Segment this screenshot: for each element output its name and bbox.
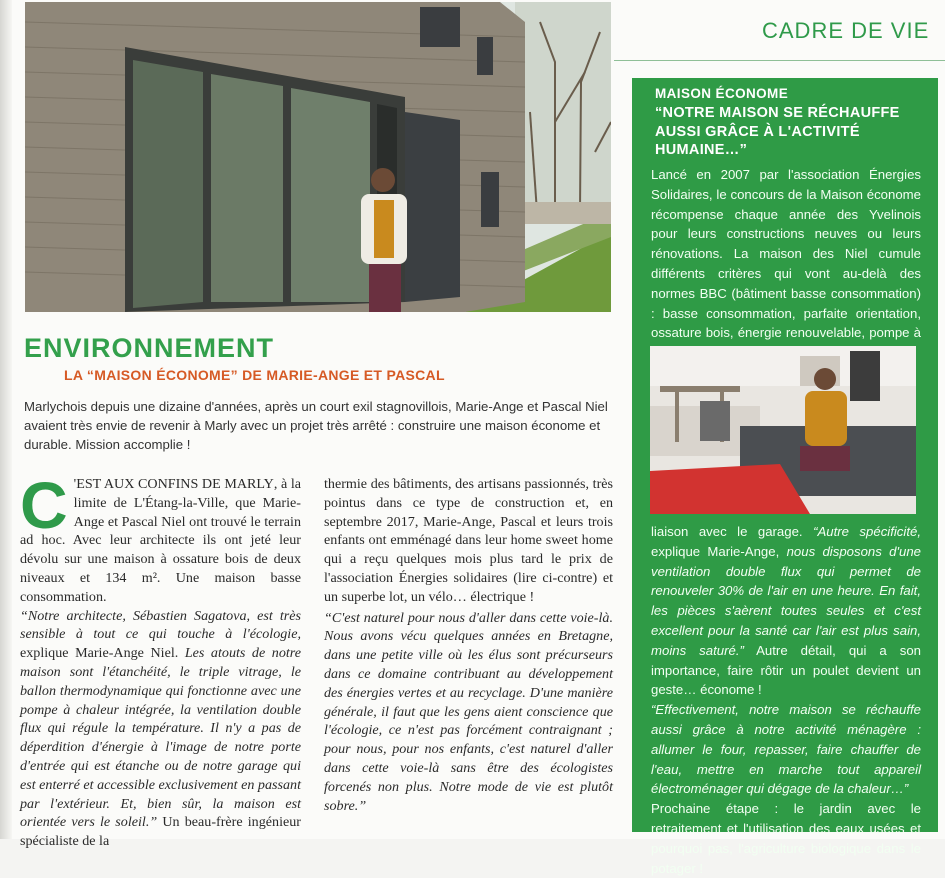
page-binding-shadow: [0, 0, 12, 839]
article-subtitle: LA “MAISON ÉCONOME” DE MARIE-ANGE ET PASCAL: [64, 367, 445, 383]
house-photo: [25, 2, 611, 312]
sidebar-text-2: [651, 522, 921, 878]
sidebar-text-2c: Autre détail, qui a son importance, faire rôtir un poulet devient un geste… économe !: [651, 642, 921, 698]
interior-photo: [650, 346, 916, 514]
section-tag: CADRE DE VIE: [762, 18, 930, 43]
sidebar-text-2a: liaison avec le garage.: [651, 524, 814, 539]
column1-paragraph: , à la limite de L'Étang-la-Ville, que Marie-Ange et Pascal Niel ont trouvé le terrain ad hoc. Avec leur architecte ils ont jeté leur dévolu sur une maison à ossature bois de deux niveaux et 134 m². Une maison basse consommation.: [20, 476, 301, 605]
sidebar-kicker: MAISON ÉCONOME: [655, 86, 789, 101]
column1-quote-2: Les atouts de notre maison sont l'étanchéité, le triple vitrage, le ballon thermodynamique qui fonctionne avec une pompe à chaleur intégrée, la ventilation double flux qui régule la température. Il n'y a pas de déperdition d'énergie à l'image de notre porte d'entrée qui est étanche ou de notre garage qui est enterré et accessible exclusivement en passant par l'extérieur. Et, bien sûr, la maison est orientée vers le soleil.”: [20, 645, 301, 831]
column2-quote: “C'est naturel pour nous d'aller dans cette voie-là. Nous avons vécu quelques années en Bretagne, dans une petite ville où les élus sont précurseurs dans ce domaine contribuant au développement des énergies vertes et au recyclage. D'une manière générale, il faut que les gens aient conscience que l'écologie, ce n'est pas forcément contraignant ; pour nous, pour nos enfants, c'est naturel d'aller dans cette voie-là sans être des écologistes forcenés non plus. Notre mode de vie est plutôt sobre.”: [324, 609, 613, 814]
article-title: ENVIRONNEMENT: [24, 333, 275, 363]
sidebar-quote-1: “Autre spécificité,: [813, 524, 921, 539]
sidebar-quote-2: nous disposons d'une ventilation double flux qui permet de renouveler 30% de l'air en une heure. En fait, les pièces s'aèrent toutes seules et c'est excellent pour la santé car l'air est plus sain, moins saturé.”: [651, 543, 921, 658]
sidebar-text-2b: explique Marie-Ange,: [651, 543, 787, 559]
section-divider: [614, 60, 945, 61]
article-column-2: [324, 475, 613, 815]
sidebar-text-1: Lancé en 2007 par l'association Énergies Solidaires, le concours de la Maison économe récompense chaque année des Yvelinois pour leurs constructions neuves ou leurs rénovations. La maison des Niel cumule différents critères qui vont au-delà des normes BBC (bâtiment basse consommation) : basse consommation, parfaite orientation, ossature bois, énergie renouvelable, pompe à: [651, 167, 921, 341]
article-lead: Marlychois depuis une dizaine d'années, après un court exil stagnovillois, Marie-Ange et Pascal Niel avaient très envie de revenir à Marly avec un projet très arrêté : construire une maison économe et durable. Mission accomplie !: [24, 399, 608, 452]
column1-attribution: explique Marie-Ange Niel.: [20, 645, 185, 662]
column1-quote-1: “Notre architecte, Sébastien Sagatova, est très sensible à tout ce qui touche à l'écologie,: [20, 607, 301, 643]
intro-caps: 'EST AUX CONFINS DE MARLY: [73, 476, 274, 492]
column2-paragraph: thermie des bâtiments, des artisans passionnés, très pointus dans ce type de construction et, en septembre 2017, Marie-Ange, Pascal et leurs trois enfants ont emménagé dans leur home sweet home qui a reçu quelques mois plus tard le prix de l'association Énergies solidaires (lire ci-contre) et un superbe lot, un vélo… électrique !: [324, 476, 613, 605]
sidebar-quote-3: “Effectivement, notre maison se réchauffe aussi grâce à notre activité ménagère : allumer le four, repasser, faire chauffer de l'eau, mettre en marche tout appareil électroménager qui dégage de la chaleur…”: [651, 702, 921, 797]
sidebar-text-2d: Prochaine étape : le jardin avec le retraitement et l'utilisation des eaux usées et pourquoi pas, l'agriculture biologique dans le potager !: [651, 801, 921, 876]
drop-cap: C: [20, 468, 68, 542]
sidebar-title: “NOTRE MAISON SE RÉCHAUFFE AUSSI GRÂCE À L'ACTIVITÉ HUMAINE…”: [655, 105, 900, 158]
article-column-1: [20, 468, 301, 851]
column1-tail: Un beau-frère ingénieur spécialiste de la: [20, 814, 301, 850]
